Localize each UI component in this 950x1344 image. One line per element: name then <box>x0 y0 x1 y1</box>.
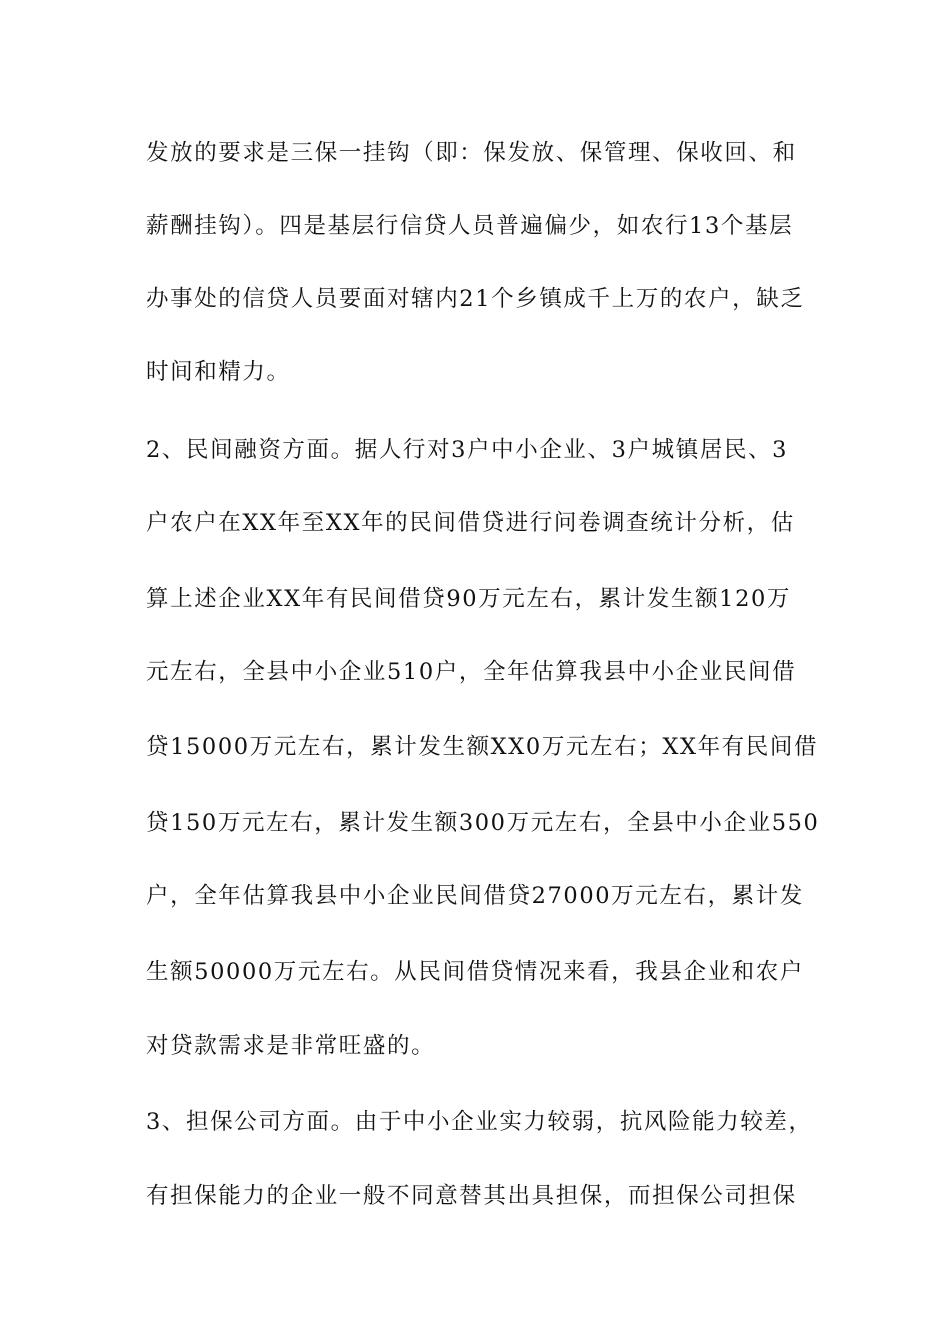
text-line: 户，全年估算我县中小企业民间借贷27000万元左右，累计发 <box>146 883 804 909</box>
text-line: 办事处的信贷人员要面对辖内21个乡镇成千上万的农户，缺乏 <box>146 286 805 312</box>
text-line: 算上述企业XX年有民间借贷90万元左右，累计发生额120万 <box>146 586 792 612</box>
text-line: 发放的要求是三保一挂钩（即：保发放、保管理、保收回、和 <box>146 140 797 166</box>
text-line: 贷150万元左右，累计发生额300万元左右，全县中小企业550 <box>146 810 820 836</box>
text-line: 对贷款需求是非常旺盛的。 <box>146 1033 436 1059</box>
text-line: 户农户在XX年至XX年的民间借贷进行问卷调查统计分析，估 <box>146 510 795 536</box>
text-line: 贷15000万元左右，累计发生额XX0万元左右；XX年有民间借 <box>146 734 819 760</box>
text-line: 时间和精力。 <box>146 359 291 385</box>
paragraph-2-heading-line: 2、民间融资方面。据人行对3户中小企业、3户城镇居民、3 <box>146 437 789 463</box>
text-line: 元左右，全县中小企业510户，全年估算我县中小企业民间借 <box>146 659 797 685</box>
text-line: 生额50000万元左右。从民间借贷情况来看，我县企业和农户 <box>146 959 804 985</box>
text-line: 有担保能力的企业一般不同意替其出具担保，而担保公司担保 <box>146 1183 797 1209</box>
paragraph-3-heading-line: 3、担保公司方面。由于中小企业实力较弱，抗风险能力较差， <box>146 1109 813 1135</box>
text-line: 薪酬挂钩）。四是基层行信贷人员普遍偏少，如农行13个基层 <box>146 213 794 239</box>
